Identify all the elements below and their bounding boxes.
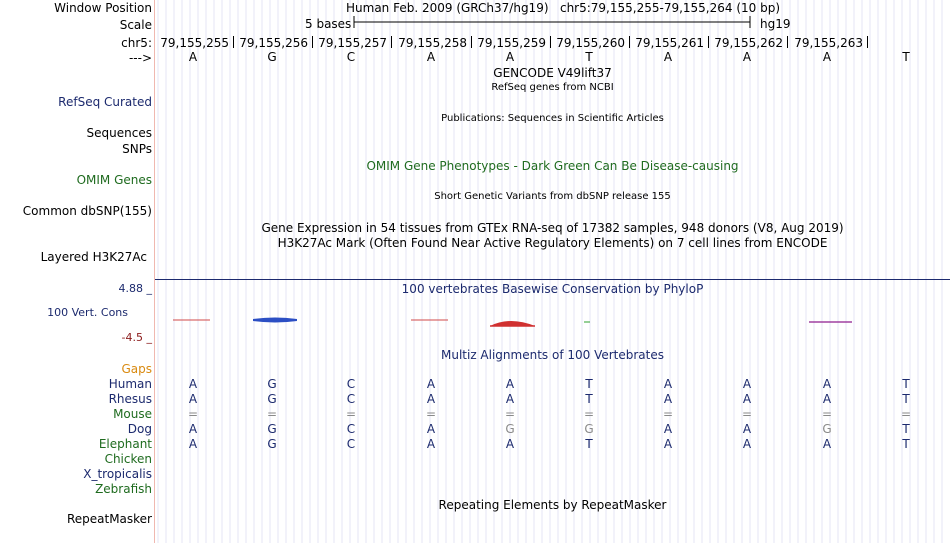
ruler-coordinate: 79,155,257: [318, 36, 387, 50]
alignment-base: A: [822, 392, 832, 406]
alignment-base: C: [346, 437, 356, 451]
alignment-base: A: [822, 437, 832, 451]
alignment-base: A: [188, 392, 198, 406]
alignment-base: A: [822, 377, 832, 391]
species-label-mouse[interactable]: Mouse: [113, 407, 152, 421]
alignment-base: G: [505, 422, 515, 436]
species-label-elephant[interactable]: Elephant: [98, 437, 152, 451]
sequences-label[interactable]: Sequences: [86, 126, 152, 140]
alignment-base: A: [742, 437, 752, 451]
alignment-base: A: [742, 392, 752, 406]
refseq-track-subtitle[interactable]: RefSeq genes from NCBI: [491, 82, 614, 93]
phylop-bar: [253, 318, 297, 323]
alignment-base: G: [822, 422, 832, 436]
scale-span-text: 5 bases: [305, 17, 352, 31]
gtex-track-title[interactable]: Gene Expression in 54 tissues from GTEx RNA-seq of 17382 samples, 948 donors (V8, Aug 2019): [261, 221, 844, 235]
alignment-base: G: [267, 422, 277, 436]
dbsnp-track-subtitle[interactable]: Short Genetic Variants from dbSNP release 155: [434, 191, 671, 202]
alignment-base: G: [267, 377, 277, 391]
alignment-base: C: [346, 377, 356, 391]
alignment-base: T: [902, 437, 910, 451]
snps-label[interactable]: SNPs: [122, 142, 152, 156]
alignment-base: =: [662, 407, 674, 421]
alignment-base: A: [505, 437, 515, 451]
alignment-base: T: [902, 392, 910, 406]
alignment-base: A: [663, 422, 673, 436]
gaps-label[interactable]: Gaps: [121, 362, 152, 376]
alignment-base: A: [742, 377, 752, 391]
species-label-zebrafish[interactable]: Zebrafish: [95, 482, 152, 496]
dna-base: A: [742, 50, 752, 64]
ruler-coordinate: 79,155,262: [714, 36, 783, 50]
alignment-base: =: [425, 407, 437, 421]
alignment-base: =: [741, 407, 753, 421]
dna-base: A: [822, 50, 832, 64]
dna-base: G: [267, 50, 277, 64]
ruler-coordinate: 79,155,263: [794, 36, 863, 50]
dna-base: A: [505, 50, 515, 64]
dna-base: A: [426, 50, 436, 64]
dna-base: T: [585, 50, 593, 64]
scale-label: Scale: [119, 18, 152, 32]
alignment-base: G: [267, 437, 277, 451]
alignment-base: =: [504, 407, 516, 421]
dna-base: A: [663, 50, 673, 64]
species-label-dog[interactable]: Dog: [127, 422, 152, 436]
ruler-coordinate: 79,155,260: [556, 36, 625, 50]
alignment-base: T: [585, 437, 593, 451]
phylop-max-value: 4.88 _: [118, 282, 152, 295]
publications-track-subtitle[interactable]: Publications: Sequences in Scientific Articles: [441, 113, 664, 124]
alignment-base: A: [426, 437, 436, 451]
track-separator: [155, 279, 950, 280]
repeatmasker-label[interactable]: RepeatMasker: [66, 512, 152, 526]
ruler-coordinate: 79,155,259: [477, 36, 546, 50]
chromosome-label: chr5:: [121, 36, 152, 50]
scale-bar: [340, 15, 760, 31]
ruler-coordinate: 79,155,261: [635, 36, 704, 50]
alignment-base: T: [585, 377, 593, 391]
dna-base: T: [902, 50, 910, 64]
ruler-tick: [867, 36, 868, 48]
position-range: chr5:79,155,255-79,155,264 (10 bp): [559, 1, 781, 15]
omim-genes-label[interactable]: OMIM Genes: [76, 173, 152, 187]
h3k27ac-track-title[interactable]: H3K27Ac Mark (Often Found Near Active Regulatory Elements) on 7 cell lines from ENCODE: [277, 236, 828, 250]
alignment-base: T: [585, 392, 593, 406]
alignment-base: A: [426, 422, 436, 436]
alignment-base: T: [902, 422, 910, 436]
phylop-track-title[interactable]: 100 vertebrates Basewise Conservation by PhyloP: [401, 282, 704, 296]
alignment-base: A: [188, 377, 198, 391]
alignment-base: =: [266, 407, 278, 421]
scale-db-text: hg19: [760, 17, 791, 31]
alignment-base: C: [346, 422, 356, 436]
alignment-base: A: [188, 437, 198, 451]
assembly-text: [346, 1, 780, 15]
alignment-base: =: [900, 407, 912, 421]
layered-h3k27ac-label[interactable]: Layered H3K27Ac: [40, 250, 147, 264]
alignment-base: =: [583, 407, 595, 421]
alignment-base: G: [584, 422, 594, 436]
phylop-track-label[interactable]: 100 Vert. Cons: [47, 306, 128, 319]
alignment-base: A: [426, 392, 436, 406]
dna-base: C: [346, 50, 356, 64]
gencode-track-title[interactable]: GENCODE V49lift37: [493, 66, 612, 80]
species-label-rhesus[interactable]: Rhesus: [108, 392, 152, 406]
common-dbsnp-label[interactable]: Common dbSNP(155): [22, 204, 152, 218]
alignment-base: A: [505, 392, 515, 406]
phylop-conservation-plot[interactable]: [155, 308, 950, 332]
repeatmasker-track-title[interactable]: Repeating Elements by RepeatMasker: [438, 498, 667, 512]
alignment-base: A: [188, 422, 198, 436]
alignment-base: A: [505, 377, 515, 391]
alignment-base: G: [267, 392, 277, 406]
alignment-base: =: [821, 407, 833, 421]
dna-base: A: [188, 50, 198, 64]
multiz-track-title[interactable]: Multiz Alignments of 100 Vertebrates: [440, 348, 665, 362]
refseq-curated-label[interactable]: RefSeq Curated: [58, 95, 152, 109]
alignment-base: C: [346, 392, 356, 406]
alignment-base: =: [345, 407, 357, 421]
alignment-base: A: [742, 422, 752, 436]
ruler-coordinate: 79,155,256: [239, 36, 308, 50]
species-label-x-tropicalis[interactable]: X_tropicalis: [83, 467, 152, 481]
alignment-base: A: [426, 377, 436, 391]
assembly-name: Human Feb. 2009 (GRCh37/hg19): [346, 1, 549, 15]
alignment-base: T: [902, 377, 910, 391]
omim-track-title[interactable]: OMIM Gene Phenotypes - Dark Green Can Be Disease-causing: [366, 159, 739, 173]
window-position-label: Window Position: [54, 1, 152, 15]
alignment-base: A: [663, 437, 673, 451]
phylop-min-value: -4.5 _: [121, 331, 152, 344]
ruler-coordinate: 79,155,258: [398, 36, 467, 50]
species-label-chicken[interactable]: Chicken: [104, 452, 152, 466]
strand-arrow-label: --->: [128, 51, 152, 65]
species-label-human[interactable]: Human: [108, 377, 152, 391]
ruler-coordinate: 79,155,255: [160, 36, 229, 50]
alignment-base: A: [663, 377, 673, 391]
alignment-base: =: [187, 407, 199, 421]
alignment-base: A: [663, 392, 673, 406]
